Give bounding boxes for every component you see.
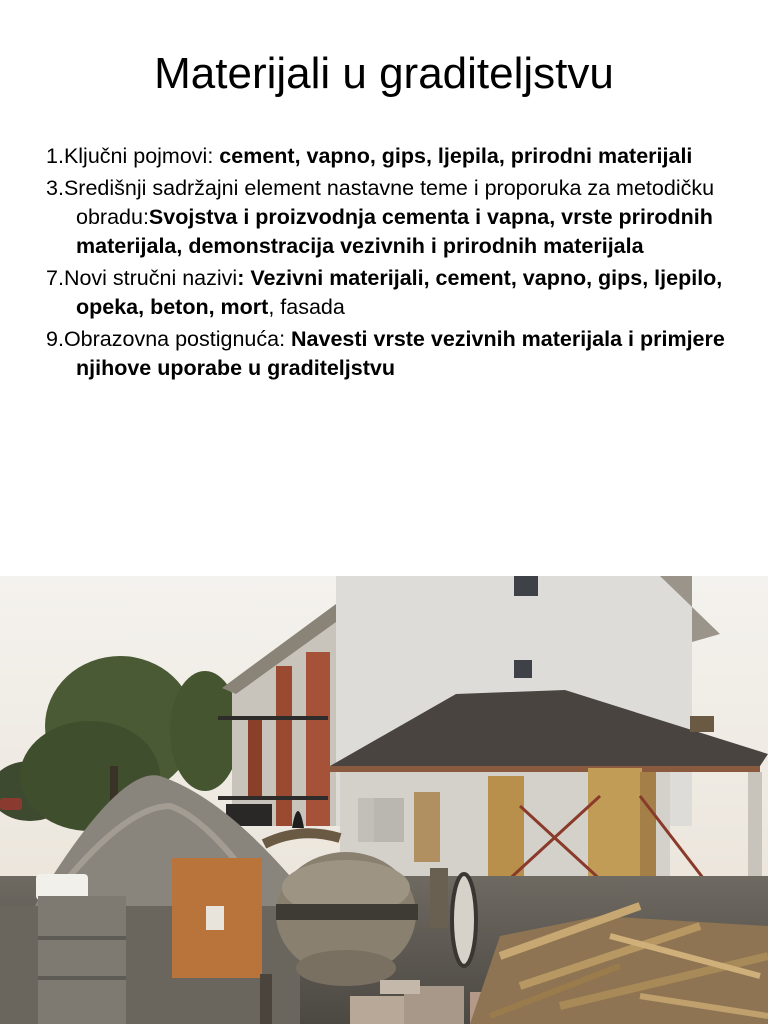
item-tail-text: , fasada xyxy=(268,295,345,319)
slide-content-list xyxy=(46,142,746,386)
item-lead-text: Središnji sadržajni element nastavne teme i proporuka za metodičku obradu: xyxy=(63,176,715,229)
item-number: 1. xyxy=(46,144,64,168)
item-number: 3. xyxy=(46,176,64,200)
item-number: 7. xyxy=(46,266,64,290)
list-item-kljucni-pojmovi xyxy=(46,142,746,171)
list-item-sredisnji-element xyxy=(46,174,746,261)
item-bold-text: Navesti vrste vezivnih materijala i primjere njihove uporabe u graditeljstvu xyxy=(76,327,725,380)
slide-title: Materijali u graditeljstvu xyxy=(154,49,614,98)
car-icon xyxy=(0,798,22,810)
item-lead-text: Obrazovna postignuća: xyxy=(63,327,292,351)
item-lead-text: Ključni pojmovi: xyxy=(63,144,220,168)
list-item-novi-nazivi xyxy=(46,264,746,322)
list-item-obrazovna-postignuca xyxy=(46,325,746,383)
item-number: 9. xyxy=(46,327,64,351)
item-bold-text: Svojstva i proizvodnja cementa i vapna, vrste prirodnih materijala, demonstracija vezivnih i prirodnih materijala xyxy=(76,205,713,258)
bucket-icon xyxy=(36,874,126,1024)
item-bold-text: cement, vapno, gips, ljepila, prirodni materijali xyxy=(219,144,693,168)
construction-site-photo-svg xyxy=(0,576,768,1024)
item-lead-text: Novi stručni nazivi xyxy=(63,266,238,290)
item-bold-text: : Vezivni materijali, cement, vapno, gips, ljepilo, opeka, beton, mort xyxy=(76,266,723,319)
construction-site-photo xyxy=(0,576,768,1024)
